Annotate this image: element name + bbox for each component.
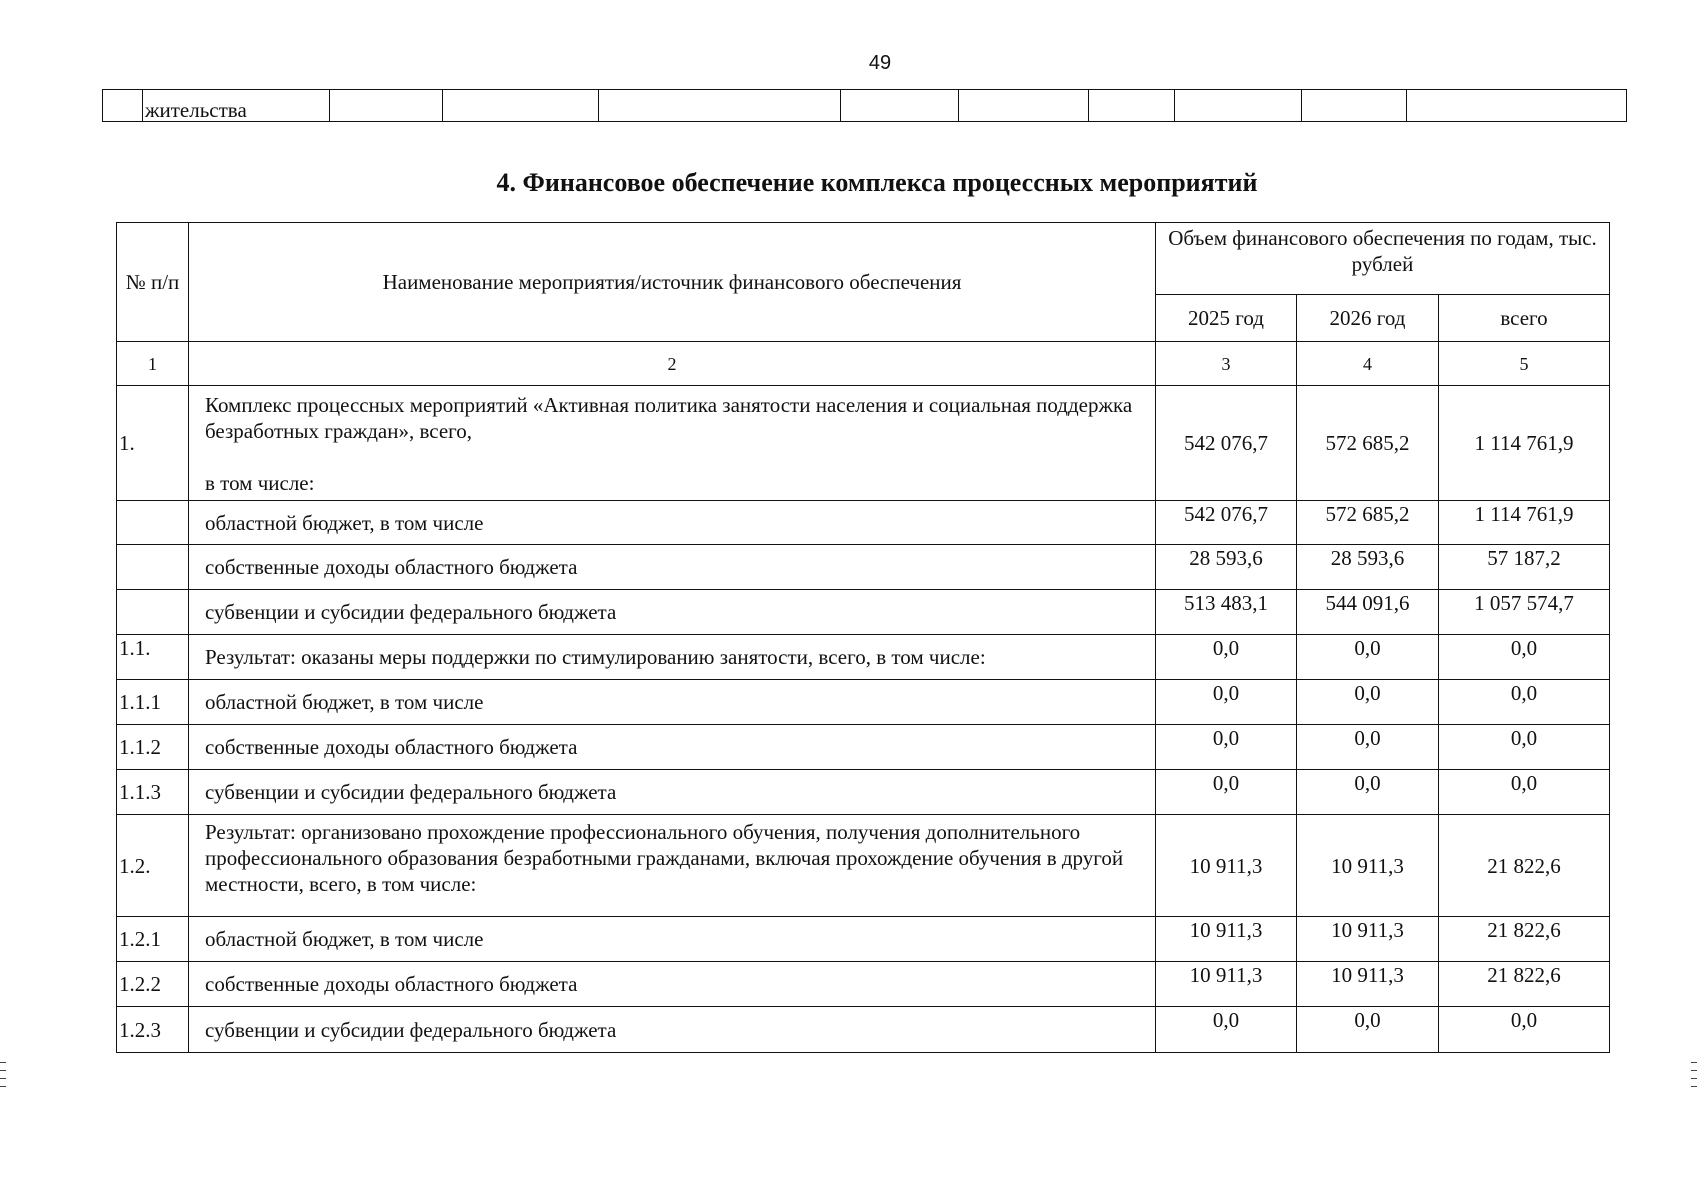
value-2025: 0,0 [1156, 680, 1297, 725]
row-name [189, 386, 1156, 501]
header-name: Наименование мероприятия/источник финансового обеспечения [189, 223, 1156, 342]
financing-table [116, 222, 1610, 1053]
column-index: 2 [189, 342, 1156, 386]
row-name-text: Комплекс процессных мероприятий «Активная политика занятости населения и социальная поддержка безработных граждан», всего, [205, 393, 1133, 443]
value-2026: 10 911,3 [1297, 917, 1439, 962]
row-name-note: в том числе: [205, 471, 315, 495]
value-total: 1 114 761,9 [1439, 501, 1610, 545]
value-2025: 513 483,1 [1156, 590, 1297, 635]
table-row [117, 770, 1610, 815]
row-number: 1. [117, 386, 189, 501]
previous-table-row [103, 90, 1627, 122]
column-index: 4 [1297, 342, 1439, 386]
row-name: собственные доходы областного бюджета [189, 725, 1156, 770]
table-row [117, 725, 1610, 770]
table-row [117, 917, 1610, 962]
value-total: 21 822,6 [1439, 962, 1610, 1007]
row-number [117, 501, 189, 545]
page-number: 49 [868, 52, 892, 74]
column-index-row [117, 342, 1610, 386]
header-year-2025: 2025 год [1156, 295, 1297, 342]
row-number: 1.1.2 [117, 725, 189, 770]
row-name: Результат: организовано прохождение профессионального обучения, получения дополнительного профессионального образования безработными гражданами, включая прохождение обучения в другой местности, всего, в том числе: [189, 815, 1156, 917]
value-2025: 0,0 [1156, 1007, 1297, 1053]
row-name: областной бюджет, в том числе [189, 501, 1156, 545]
header-num: № п/п [117, 223, 189, 342]
row-number: 1.2.1 [117, 917, 189, 962]
table-row [117, 545, 1610, 590]
row-number: 1.1. [117, 635, 189, 680]
value-total: 0,0 [1439, 770, 1610, 815]
row-name: собственные доходы областного бюджета [189, 545, 1156, 590]
value-2025: 0,0 [1156, 725, 1297, 770]
value-2025: 0,0 [1156, 770, 1297, 815]
value-2025: 0,0 [1156, 635, 1297, 680]
row-name: Результат: оказаны меры поддержки по стимулированию занятости, всего, в том числе: [189, 635, 1156, 680]
value-2025: 542 076,7 [1156, 386, 1297, 501]
row-number: 1.2.2 [117, 962, 189, 1007]
value-total: 21 822,6 [1439, 815, 1610, 917]
value-2026: 0,0 [1297, 770, 1439, 815]
row-name: областной бюджет, в том числе [189, 680, 1156, 725]
value-total: 1 057 574,7 [1439, 590, 1610, 635]
row-number: 1.1.3 [117, 770, 189, 815]
value-2025: 542 076,7 [1156, 501, 1297, 545]
value-2026: 0,0 [1297, 635, 1439, 680]
row-name: субвенции и субсидии федерального бюджета [189, 770, 1156, 815]
table-header-row [117, 223, 1610, 295]
value-2025: 28 593,6 [1156, 545, 1297, 590]
header-year-2026: 2026 год [1297, 295, 1439, 342]
table-row [117, 1007, 1610, 1053]
previous-table-fragment [102, 89, 1627, 122]
value-2026: 572 685,2 [1297, 501, 1439, 545]
header-total: всего [1439, 295, 1610, 342]
row-name: субвенции и субсидии федерального бюджета [189, 590, 1156, 635]
value-2026: 544 091,6 [1297, 590, 1439, 635]
row-number: 1.2. [117, 815, 189, 917]
value-total: 0,0 [1439, 635, 1610, 680]
value-2026: 10 911,3 [1297, 962, 1439, 1007]
value-total: 0,0 [1439, 680, 1610, 725]
row-name: субвенции и субсидии федерального бюджета [189, 1007, 1156, 1053]
column-index: 5 [1439, 342, 1610, 386]
value-total: 57 187,2 [1439, 545, 1610, 590]
value-2026: 572 685,2 [1297, 386, 1439, 501]
row-number: 1.1.1 [117, 680, 189, 725]
table-row [117, 386, 1610, 501]
row-number: 1.2.3 [117, 1007, 189, 1053]
row-number [117, 590, 189, 635]
value-total: 0,0 [1439, 725, 1610, 770]
section-title: 4. Финансовое обеспечение комплекса процессных мероприятий [496, 168, 1258, 197]
value-total: 21 822,6 [1439, 917, 1610, 962]
value-2026: 28 593,6 [1297, 545, 1439, 590]
header-volume: Объем финансового обеспечения по годам, тыс. рублей [1156, 223, 1610, 295]
value-2026: 0,0 [1297, 1007, 1439, 1053]
value-2025: 10 911,3 [1156, 815, 1297, 917]
table-row [117, 962, 1610, 1007]
table-row [117, 590, 1610, 635]
value-2026: 0,0 [1297, 680, 1439, 725]
value-2026: 0,0 [1297, 725, 1439, 770]
value-total: 0,0 [1439, 1007, 1610, 1053]
previous-table-text: жительства [143, 90, 330, 122]
column-index: 1 [117, 342, 189, 386]
table-row [117, 815, 1610, 917]
table-row [117, 680, 1610, 725]
table-row [117, 635, 1610, 680]
table-row [117, 501, 1610, 545]
value-total: 1 114 761,9 [1439, 386, 1610, 501]
row-name: собственные доходы областного бюджета [189, 962, 1156, 1007]
value-2025: 10 911,3 [1156, 962, 1297, 1007]
value-2026: 10 911,3 [1297, 815, 1439, 917]
column-index: 3 [1156, 342, 1297, 386]
row-name: областной бюджет, в том числе [189, 917, 1156, 962]
value-2025: 10 911,3 [1156, 917, 1297, 962]
row-number [117, 545, 189, 590]
